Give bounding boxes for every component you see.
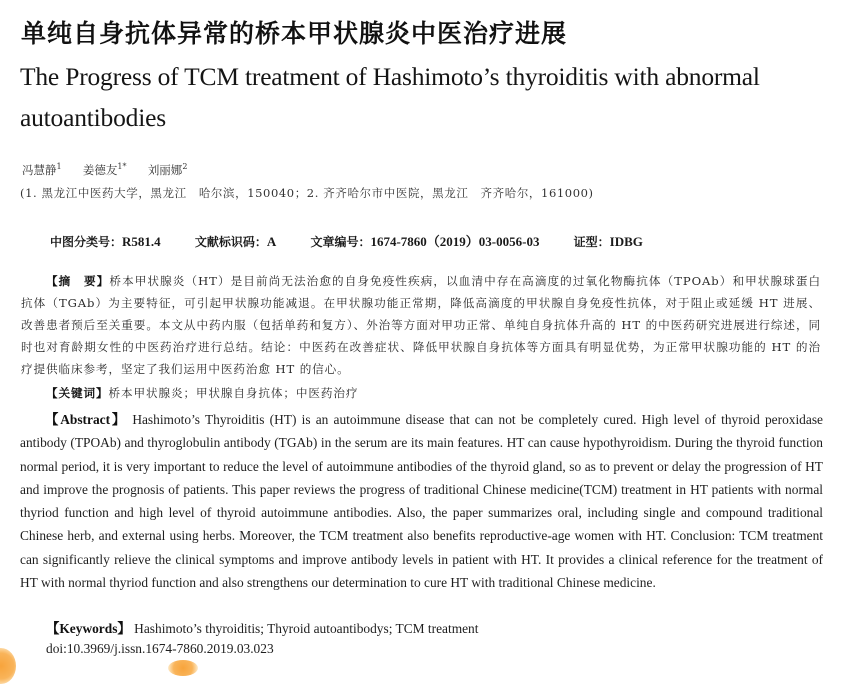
doi: doi:10.3969/j.issn.1674-7860.2019.03.023	[46, 641, 274, 656]
abstract-en-text: Hashimoto’s Thyroiditis (HT) is an autoimmune disease that can not be completely cured. High level of thyroid peroxidase antibody (TPOAb) and thyroglobulin antibody (TGAb) in the serum are its main features. HT can cause hypothyroidism. During the thyroid function normal period, it is very important to reduce the level of autoimmune antibodies of the thyroid gland, so as to prevent or delay the progression of HT and improve the prognosis of patients. This paper reviews the progress of traditional Chinese medicine(TCM) treatment in HT patients with normal thyriod function and high level of thyroid autoimmune antibodies. Also, the paper summarizes oral, including single and compound traditional Chinese herb, and external using herbs. Moreover, the TCM treatment also benefits reproductive-age women with HT. Conclusion: TCM treatment can significantly relieve the clinical symptoms and improve antibody levels in patient with HT. It provides a clinical reference for the treatment of HT with normal thyriod function and also strengthens our determination to cure HT with traditional Chinese medicine.	[20, 412, 823, 591]
decorative-orange-blob	[168, 660, 198, 676]
keywords-cn-label: 【关键词】	[46, 386, 109, 400]
author-list	[22, 162, 187, 178]
abstract-chinese	[21, 270, 821, 380]
author-affiliation-mark: 2	[182, 162, 188, 172]
abstract-cn-label: 【摘 要】	[46, 274, 110, 288]
keywords-cn-text: 桥本甲状腺炎；甲状腺自身抗体；中医药治疗	[108, 386, 359, 400]
abstract-cn-text: 桥本甲状腺炎（HT）是目前尚无法治愈的自身免疫性疾病，以血清中存在高滴度的过氧化物酶抗体（TPOAb）和甲状腺球蛋白抗体（TGAb）为主要特征，可引起甲状腺功能减退。在甲状腺功能正常期，降低高滴度的甲状腺自身免疫性抗体，对于阻止或延缓 HT 进展、改善患者预后至关重要。本文从中药内服（包括单药和复方）、外治等方面对甲功正常、单纯自身抗体升高的 HT 的中医药研究进展进行综述，同时也对育龄期女性的中医药治疗进行总结。结论：中医药在改善症状、降低甲状腺自身抗体等方面具有明显优势，为正常甲状腺功能的 HT 的治疗提供临床参考，坚定了我们运用中医药治愈 HT 的信心。	[21, 274, 821, 376]
abstract-english	[20, 408, 823, 594]
classification-line	[50, 231, 673, 250]
document-code: 文献标识码：A	[194, 234, 277, 249]
author-affiliation-mark: 1	[56, 162, 62, 172]
syndrome-type: 证型：IDBG	[573, 234, 643, 249]
author-name: 刘丽娜	[147, 163, 183, 177]
keywords-en-text: Hashimoto’s thyroiditis; Thyroid autoantibodys; TCM treatment	[134, 621, 479, 636]
decorative-orange-blob	[0, 648, 16, 684]
keywords-chinese	[46, 385, 358, 401]
author-name: 姜德友	[82, 163, 118, 177]
affiliation: (1. 黑龙江中医药大学，黑龙江 哈尔滨，150040；2. 齐齐哈尔市中医院，黑龙江 齐齐哈尔，161000)	[20, 186, 594, 200]
title-english: The Progress of TCM treatment of Hashimoto’s thyroiditis with abnormal autoantibodies	[20, 62, 760, 132]
abstract-en-label: 【Abstract】	[45, 412, 128, 427]
keywords-en-label: 【Keywords】	[46, 621, 131, 636]
clc-number: 中图分类号：R581.4	[50, 234, 161, 249]
author-name: 冯慧静	[22, 163, 57, 177]
keywords-english	[46, 618, 478, 637]
author-affiliation-mark: 1*	[117, 162, 127, 172]
article-number: 文章编号：1674-7860（2019）03-0056-03	[310, 234, 540, 249]
title-chinese: 单纯自身抗体异常的桥本甲状腺炎中医治疗进展	[21, 19, 568, 48]
